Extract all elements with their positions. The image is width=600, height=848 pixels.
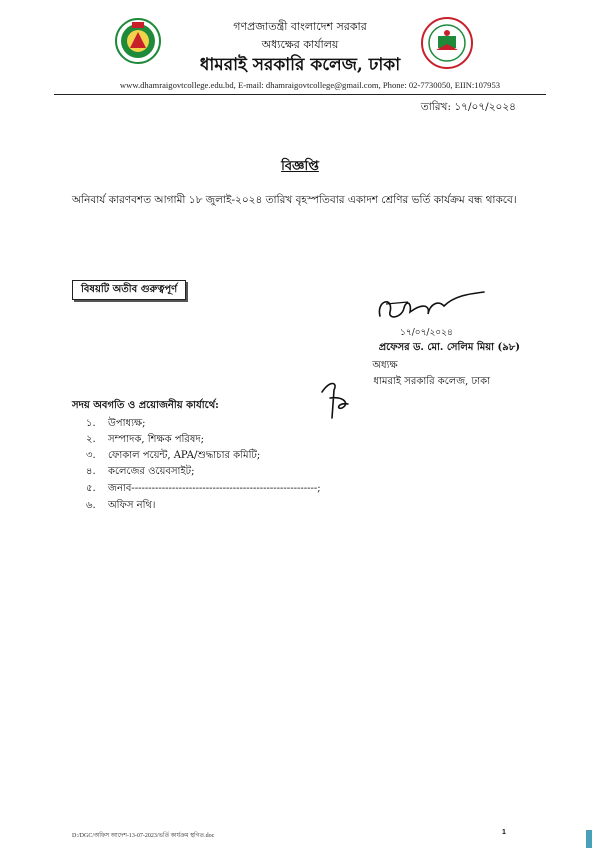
government-heading: গণপ্রজাতন্ত্রী বাংলাদেশ সরকার bbox=[233, 20, 367, 33]
footer-file-path: D:/DGC/অফিস আদেশ-13-07-2023/ভর্তি কার্যক্রম স্থগিত.doc bbox=[72, 833, 215, 839]
distribution-item-text: সম্পাদক, শিক্ষক পরিষদ; bbox=[108, 434, 205, 445]
distribution-item-number: ২. bbox=[86, 434, 96, 445]
distribution-item-number: ৫. bbox=[86, 483, 96, 494]
notice-title: বিজ্ঞপ্তি bbox=[281, 159, 319, 174]
distribution-item-number: ৪. bbox=[86, 466, 96, 477]
signer-organization: ধামরাই সরকারি কলেজ, ঢাকা bbox=[373, 376, 490, 387]
signature-date: ১৭/০৭/২০২৪ bbox=[400, 328, 453, 338]
distribution-heading: সদয় অবগতি ও প্রয়োজনীয় কার্যার্থে: bbox=[72, 400, 219, 411]
notice-date: তারিখ: ১৭/০৭/২০২৪ bbox=[420, 101, 516, 113]
distribution-item bbox=[86, 416, 145, 433]
distribution-item bbox=[86, 448, 260, 465]
distribution-item bbox=[86, 464, 194, 481]
corner-scroll-marker bbox=[586, 830, 592, 848]
distribution-item-number: ১. bbox=[86, 418, 96, 429]
distribution-item-text: ফোকাল পয়েন্ট, APA/শুদ্ধাচার কমিটি; bbox=[108, 450, 261, 461]
distribution-item-text: অফিস নথি। bbox=[108, 500, 156, 511]
notice-body: অনিবার্য কারণবশত আগামী ১৮ জুলাই-২০২৪ তারিখ বৃহস্পতিবার একাদশ শ্রেণির ভর্তি কার্যক্রম বন্ধ থাকবে। bbox=[72, 194, 517, 206]
distribution-item bbox=[86, 481, 321, 498]
distribution-item bbox=[86, 498, 156, 515]
college-name: ধামরাই সরকারি কলেজ, ঢাকা bbox=[199, 55, 401, 75]
office-heading: অধ্যক্ষের কার্যালয় bbox=[261, 38, 339, 51]
header-divider bbox=[54, 94, 546, 95]
contact-info: www.dhamraigovtcollege.edu.bd, E-mail: dhamraigovtcollege@gmail.com, Phone: 02-7730050, EIIN:107953 bbox=[119, 80, 501, 90]
signer-title: অধ্যক্ষ bbox=[372, 360, 398, 371]
distribution-item bbox=[86, 432, 204, 449]
distribution-item-text: কলেজের ওয়েবসাইট; bbox=[108, 466, 195, 477]
distribution-item-text: জনাব-------------------------------------------------------; bbox=[108, 483, 321, 494]
distribution-item-text: উপাধ্যক্ষ; bbox=[108, 418, 146, 429]
initial-signature bbox=[316, 378, 356, 420]
distribution-item-number: ৩. bbox=[86, 450, 96, 461]
signer-name: প্রফেসর ড. মো. সেলিম মিয়া (৯৮) bbox=[378, 342, 520, 353]
distribution-item-number: ৬. bbox=[86, 500, 96, 511]
principal-signature bbox=[368, 290, 488, 326]
importance-box: বিষয়টি অতীব গুরুত্বপূর্ণ bbox=[72, 280, 186, 300]
page-number: 1 bbox=[502, 829, 506, 836]
